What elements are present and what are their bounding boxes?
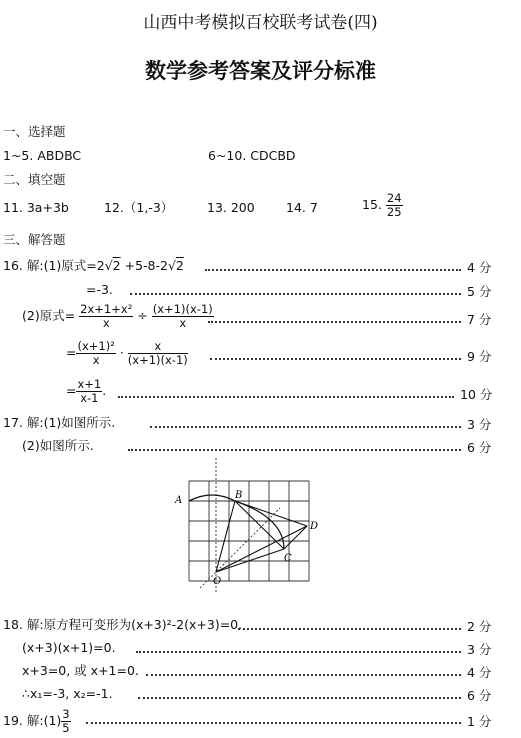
point-label-O: O — [213, 576, 222, 587]
points-q18-4: 6 分 — [467, 688, 492, 703]
q18-line4: ∴x₁=-3, x₂=-1. — [22, 686, 113, 701]
answer-12: 12.（1,-3） — [104, 200, 174, 215]
q16-line3 — [22, 303, 214, 330]
dot-leader — [118, 396, 454, 398]
points-q16-1: 4 分 — [467, 260, 492, 275]
q18-line3: x+3=0, 或 x+1=0. — [22, 663, 139, 678]
choice-answers-6-10: 6~10. CDCBD — [208, 148, 296, 163]
fraction — [76, 340, 115, 367]
arc-AB — [189, 495, 235, 501]
points-q18-3: 4 分 — [467, 665, 492, 680]
points-q19-1: 1 分 — [467, 714, 492, 729]
points-q18-2: 3 分 — [467, 642, 492, 657]
fraction-numerator: x+1 — [77, 377, 102, 391]
q19-line1-label: 19. 解:(1) — [3, 713, 62, 728]
fraction-denominator: x-1 — [80, 391, 99, 405]
point-label-D: D — [310, 521, 319, 532]
dot-leader — [86, 722, 461, 724]
points-q16-5: 10 分 — [460, 387, 493, 402]
sqrt-symbol: √ — [167, 258, 176, 273]
period: . — [102, 383, 107, 398]
points-q17-1: 3 分 — [467, 417, 492, 432]
q16-line3-label: (2)原式= — [22, 308, 76, 323]
fraction-denominator: 5 — [62, 721, 70, 735]
points-q18-1: 2 分 — [467, 619, 492, 634]
point-label-C: C — [284, 553, 292, 564]
fraction — [61, 708, 70, 735]
answer-11: 11. 3a+3b — [3, 200, 69, 215]
point-label-A: A — [175, 495, 183, 506]
points-q17-2: 6 分 — [467, 440, 492, 455]
section-heading-choice: 一、选择题 — [3, 124, 66, 139]
fraction-denominator: x — [102, 316, 110, 330]
fraction-numerator: x — [128, 340, 188, 354]
equals-sign: = — [66, 383, 77, 398]
points-q16-4: 9 分 — [467, 349, 492, 364]
geometry-figure — [172, 456, 322, 602]
radicand: 2 — [112, 258, 121, 273]
q17-line2: (2)如图所示. — [22, 438, 94, 453]
dot-leader — [210, 358, 461, 360]
multiply-dot: · — [119, 345, 124, 360]
radicand: 2 — [175, 258, 184, 273]
fraction — [79, 303, 133, 330]
fraction-denominator: x — [92, 353, 100, 367]
q16-line5 — [66, 378, 106, 405]
answer-13: 13. 200 — [207, 200, 255, 215]
dot-leader — [138, 697, 461, 699]
dot-leader — [146, 674, 461, 676]
answer-14: 14. 7 — [286, 200, 318, 215]
dot-leader — [205, 269, 461, 271]
q16-line1 — [3, 258, 184, 273]
fraction-numerator: 24 — [386, 191, 402, 205]
points-q16-3: 7 分 — [467, 312, 492, 327]
points-q16-2: 5 分 — [467, 284, 492, 299]
q18-line1: 18. 解:原方程可变形为(x+3)²-2(x+3)=0. — [3, 617, 243, 632]
dashed-diagonal — [200, 508, 280, 588]
exam-title: 山西中考模拟百校联考试卷(四) — [143, 13, 378, 33]
fraction-numerator: 3 — [62, 707, 70, 721]
q19-line1 — [3, 708, 71, 735]
divide-sign: ÷ — [137, 308, 148, 323]
dot-leader — [130, 293, 461, 295]
dot-leader — [136, 651, 461, 653]
q16-line4 — [66, 340, 188, 367]
fraction-numerator: (x+1)² — [77, 339, 115, 353]
fraction-denominator: (x+1)(x-1) — [127, 353, 188, 367]
answer-15-label: 15. — [362, 197, 382, 212]
fraction-denominator: 25 — [386, 205, 402, 219]
fraction — [152, 303, 214, 330]
dot-leader — [208, 321, 461, 323]
grid — [189, 481, 309, 581]
dot-leader — [238, 628, 461, 630]
q16-line1-text: 16. 解:(1)原式=2 — [3, 258, 105, 273]
q18-line2: (x+3)(x+1)=0. — [22, 640, 116, 655]
answer-15 — [362, 192, 403, 219]
point-label-B: B — [235, 490, 243, 501]
equals-sign: = — [66, 345, 77, 360]
fraction-denominator: x — [179, 316, 187, 330]
fraction — [128, 340, 188, 367]
section-heading-solutions: 三、解答题 — [3, 232, 66, 247]
fraction — [76, 378, 102, 405]
sqrt-symbol: √ — [104, 258, 113, 273]
choice-answers-1-5: 1~5. ABDBC — [3, 148, 82, 163]
page-title: 数学参考答案及评分标准 — [145, 59, 376, 83]
q16-line2: =-3. — [86, 282, 113, 297]
dot-leader — [128, 449, 461, 451]
section-heading-fill: 二、填空题 — [3, 172, 66, 187]
q16-line1-mid: +5-8-2 — [120, 258, 168, 273]
q17-line1: 17. 解:(1)如图所示. — [3, 415, 116, 430]
answer-15-fraction — [386, 192, 403, 219]
fraction-numerator: (x+1)(x-1) — [152, 302, 213, 316]
fraction-numerator: 2x+1+x² — [80, 302, 133, 316]
dot-leader — [150, 426, 461, 428]
